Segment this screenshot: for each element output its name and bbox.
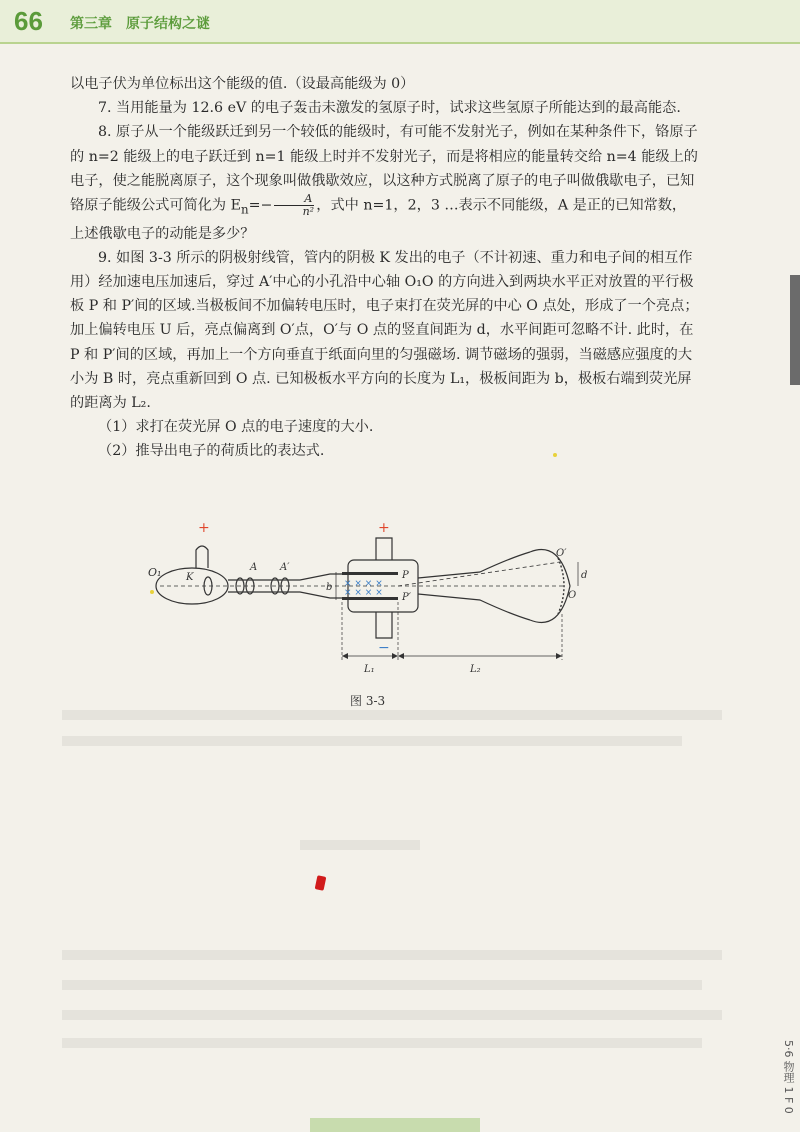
cathode-ray-tube-diagram xyxy=(130,510,600,685)
ghost-text-6 xyxy=(62,1010,722,1020)
label-b: b xyxy=(326,582,333,593)
label-o-prime: O′ xyxy=(556,548,567,559)
label-plus-right: + xyxy=(378,520,390,536)
chapter-title: 第三章 原子结构之谜 xyxy=(70,16,210,32)
label-plus-left: + xyxy=(198,520,210,536)
red-ink-mark xyxy=(315,875,327,891)
deflected-beam xyxy=(398,562,560,586)
label-o1: O₁ xyxy=(148,566,162,579)
energy-subscript: n xyxy=(240,202,249,217)
ghost-text-2 xyxy=(62,736,682,746)
question-9: 9. 如图 3-3 所示的阴极射线管，管内的阴极 K 发出的电子（不计初速、重力和电子间的相互作用）经加速电压加速后，穿过 A′中心的小孔沿中心轴 O₁O 的方向进入到两块水平正对放置的平行极板 P 和 P′间的区域.当极板间不加偏转电压时，电子束打在荧光屏的中心 O 点处，形成了一个亮点；加上偏转电压 U 后，亮点偏离到 O′点，O′与 O 点的竖直间距为 d，水平间距可忽略不计. 此时，在 P 和 P′间的区域，再加上一个方向垂直于纸面向里的匀强磁场. 调节磁场的强弱，当磁感应强度的大小为 B 时，亮点重新回到 O 点. 已知极板水平方向的长度为 L₁，极板间距为 b，极板右端到荧光屏的距离为 L₂. xyxy=(70,249,699,411)
question-8 xyxy=(70,120,700,245)
label-p: P xyxy=(402,570,409,581)
ghost-text-4 xyxy=(62,950,722,960)
top-stem xyxy=(376,538,392,560)
page-number: 66 xyxy=(14,6,43,36)
figure-caption: 图 3-3 xyxy=(350,694,386,708)
side-edge-text: 5·6 物理 1 F 0 xyxy=(782,1040,795,1114)
plate-p xyxy=(342,572,398,575)
label-minus: − xyxy=(378,640,390,656)
ghost-text-7 xyxy=(62,1038,702,1048)
paragraph-continuation: 以电子伏为单位标出这个能级的值.（设最高能级为 0） xyxy=(70,76,415,92)
question-8-text-b: ，式中 n=1，2，3 …表示不同能级，A 是正的已知常数，上述俄歇电子的动能是多少？ xyxy=(70,197,687,242)
page-content xyxy=(70,72,700,464)
label-a-prime: A′ xyxy=(280,562,290,573)
energy-fraction xyxy=(274,193,314,218)
label-p-prime: P′ xyxy=(402,592,411,603)
left-stem xyxy=(196,546,208,568)
ghost-text-3 xyxy=(300,840,420,850)
fraction-numerator: A xyxy=(274,193,314,206)
question-9-part-2: （2）推导出电子的荷质比的表达式. xyxy=(98,443,325,460)
page-header xyxy=(0,0,800,44)
label-a: A xyxy=(250,562,258,573)
bottom-stem xyxy=(376,612,392,638)
yellow-dot-2 xyxy=(150,590,154,594)
cross-row-1: × × × × xyxy=(344,579,383,589)
side-tab xyxy=(790,275,800,385)
yellow-dot-1 xyxy=(553,453,557,457)
question-7: 7. 当用能量为 12.6 eV 的电子轰击未激发的氢原子时，试求这些氢原子所能达到的最高能态. xyxy=(98,100,681,117)
footer-bar xyxy=(310,1118,480,1132)
label-l1: L₁ xyxy=(364,664,375,675)
label-k: K xyxy=(186,572,194,583)
fraction-denominator: n² xyxy=(302,205,315,219)
question-9-part-1: （1）求打在荧光屏 O 点的电子速度的大小. xyxy=(98,419,374,436)
ghost-text-5 xyxy=(62,980,702,990)
label-l2: L₂ xyxy=(470,664,481,675)
ghost-text-1 xyxy=(62,710,722,720)
cross-row-2: × × × × xyxy=(344,588,383,598)
label-d: d xyxy=(581,570,588,581)
question-8-text-a: 8. 原子从一个能级跃迁到另一个较低的能级时，有可能不发射光子，例如在某种条件下，铬原子的 n=2 能级上的电子跃迁到 n=1 能级上时并不发射光子，而是将相应的能量转交给 n=4 能级上的电子，使之能脱离原子，这个现象叫做俄歇效应，以这种方式脱离了原子的电子叫做俄歇电子，已知铬原子能级公式可简化为 E xyxy=(70,124,698,214)
energy-equals: =− xyxy=(248,197,273,214)
label-o: O xyxy=(568,590,577,601)
